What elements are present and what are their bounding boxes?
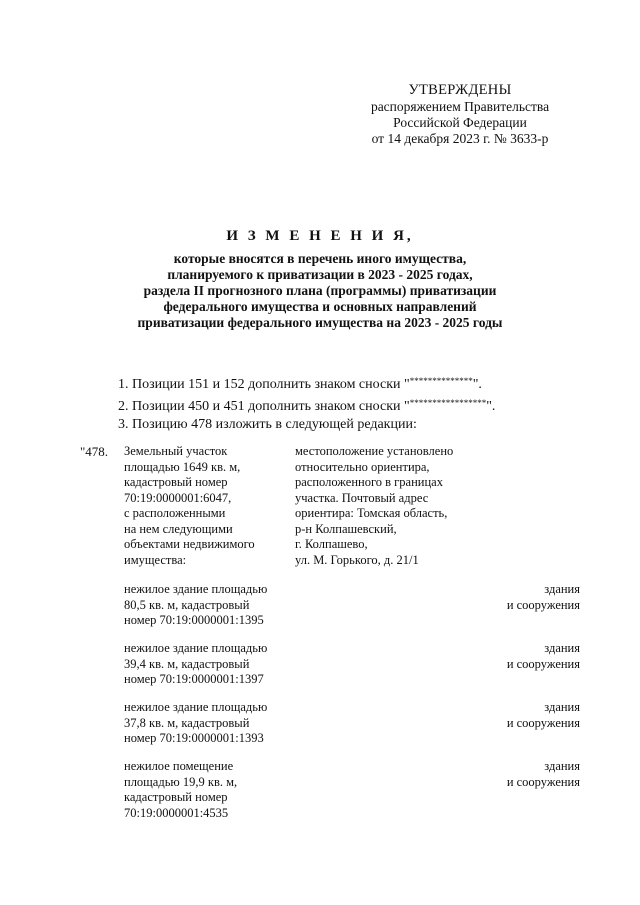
heading-line-4: федерального имущества и основных направлений: [163, 299, 477, 314]
main-description-line: 70:19:0000001:6047,: [124, 490, 232, 505]
main-description-line: Земельный участок: [124, 444, 228, 458]
item-line: нежилое помещение: [124, 759, 234, 773]
location-line: ориентира: Томская область,: [295, 506, 448, 520]
category-line: и сооружения: [506, 774, 580, 789]
approval-title: УТВЕРЖДЕНЫ: [408, 82, 512, 98]
item-line: 70:19:0000001:4535: [124, 805, 229, 820]
document-heading: [60, 228, 580, 331]
heading-title: И З М Е Н Е Н И Я,: [226, 228, 414, 244]
table-row-item-1: [80, 582, 580, 641]
location-line: относительно ориентира,: [295, 459, 430, 474]
item-description: [124, 641, 299, 688]
point-2-text: 2. Позиции 450 и 451 дополнить знаком сноски ": [118, 399, 410, 414]
item-line: 80,5 кв. м, кадастровый: [124, 597, 250, 612]
main-description-line: на нем следующими: [124, 521, 233, 536]
category-line: здания: [544, 759, 580, 773]
point-3: [118, 416, 588, 434]
approval-line-3: от 14 декабря 2023 г. № 3633-р: [371, 131, 549, 146]
location-line: участка. Почтовый адрес: [295, 490, 429, 505]
item-description: [124, 700, 299, 747]
category-line: и сооружения: [506, 715, 580, 730]
item-line: номер 70:19:0000001:1393: [124, 731, 264, 745]
main-location: [295, 444, 505, 568]
amendment-points: [118, 372, 588, 434]
point-3-text: 3. Позицию 478 изложить в следующей редакции:: [118, 417, 417, 432]
category-line: и сооружения: [506, 656, 580, 671]
main-description-line: площадью 1649 кв. м,: [124, 459, 241, 474]
location-line: р-н Колпашевский,: [295, 521, 397, 536]
item-line: номер 70:19:0000001:1395: [124, 613, 264, 627]
table-row-main: [80, 444, 580, 582]
item-description: [124, 759, 299, 821]
item-line: кадастровый номер: [124, 790, 228, 804]
heading-line-2: планируемого к приватизации в 2023 - 2025 годах,: [167, 267, 473, 282]
point-2: [118, 394, 588, 416]
point-2-footnote-mark: *****************: [409, 398, 487, 408]
category-line: здания: [544, 700, 580, 714]
property-table: [80, 444, 580, 821]
item-line: нежилое здание площадью: [124, 700, 268, 714]
item-line: нежилое здание площадью: [124, 582, 268, 596]
approval-line-1: распоряжением Правительства: [370, 99, 550, 114]
main-description-line: кадастровый номер: [124, 475, 228, 489]
table-row-item-2: [80, 641, 580, 700]
main-description-line: с расположенными: [124, 506, 226, 520]
category-line: здания: [544, 582, 580, 596]
location-line: местоположение установлено: [295, 444, 454, 458]
point-1-footnote-mark: **************: [409, 376, 473, 386]
location-line: расположенного в границах: [295, 475, 443, 489]
location-line: г. Колпашево,: [295, 537, 368, 551]
approval-line-2: Российской Федерации: [393, 115, 527, 130]
position-number: "478.: [80, 444, 109, 459]
category-line: и сооружения: [506, 597, 580, 612]
item-category: [460, 641, 580, 672]
table-row-item-3: [80, 700, 580, 759]
point-1-text: 1. Позиции 151 и 152 дополнить знаком сноски ": [118, 377, 410, 392]
main-description-line: объектами недвижимого: [124, 537, 255, 551]
item-line: нежилое здание площадью: [124, 641, 268, 655]
heading-line-1: которые вносятся в перечень иного имущества,: [173, 251, 467, 266]
item-category: [460, 582, 580, 613]
point-1: [118, 372, 588, 394]
item-line: номер 70:19:0000001:1397: [124, 672, 264, 686]
item-line: 39,4 кв. м, кадастровый: [124, 656, 250, 671]
approval-block: [340, 82, 580, 147]
main-description: [124, 444, 299, 568]
item-line: 37,8 кв. м, кадастровый: [124, 715, 250, 730]
heading-line-3: раздела II прогнозного плана (программы) приватизации: [143, 283, 497, 298]
table-row-item-4: [80, 759, 580, 821]
item-category: [460, 759, 580, 790]
item-line: площадью 19,9 кв. м,: [124, 774, 238, 789]
item-category: [460, 700, 580, 731]
point-1-end: ".: [472, 377, 482, 392]
location-line: ул. М. Горького, д. 21/1: [295, 552, 419, 567]
heading-line-5: приватизации федерального имущества на 2023 - 2025 годы: [137, 315, 503, 330]
item-description: [124, 582, 299, 629]
point-2-end: ".: [486, 399, 496, 414]
main-description-line: имущества:: [124, 552, 187, 567]
category-line: здания: [544, 641, 580, 655]
